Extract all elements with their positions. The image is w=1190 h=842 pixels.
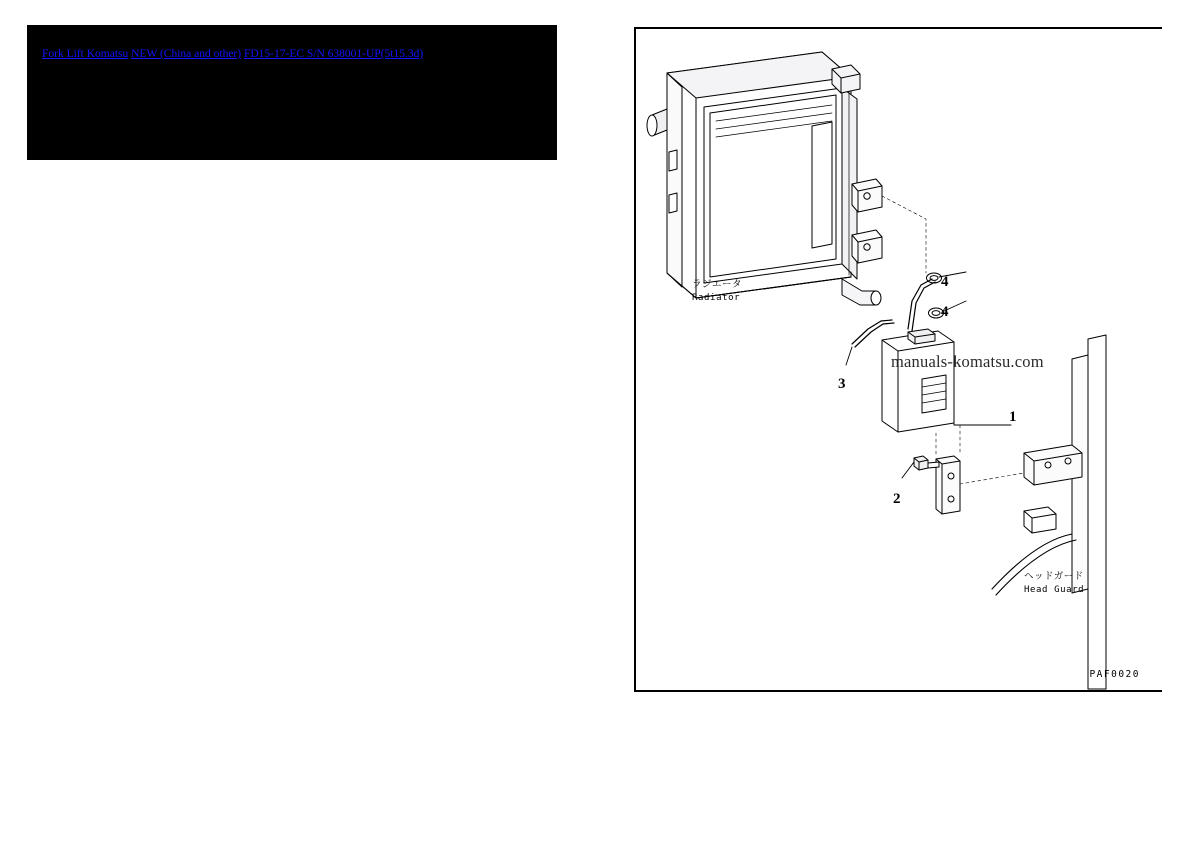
callout-1: 1 (1009, 409, 1017, 425)
parts-illustration-panel (634, 27, 1162, 692)
callout-3: 3 (838, 376, 846, 392)
callout-2: 2 (893, 491, 901, 507)
radiator-label-jp: ラジエータ (692, 279, 743, 290)
breadcrumb-panel (27, 25, 557, 160)
callout-4-upper: 4 (941, 274, 949, 290)
figure-code: PAF0020 (1089, 669, 1140, 680)
radiator-label-en: Radiator (692, 293, 741, 303)
breadcrumb-item-2[interactable]: FD15-17-EC S/N 638001-UP(5t15.3d) (243, 48, 424, 60)
watermark: manuals-komatsu.com (891, 352, 1044, 371)
breadcrumb (42, 47, 423, 61)
breadcrumb-item-1[interactable]: NEW (China and other) (131, 48, 242, 60)
callout-4-lower: 4 (941, 304, 949, 320)
head-guard-label-en: Head Guard (1024, 585, 1085, 595)
breadcrumb-item-0[interactable]: Fork Lift Komatsu (42, 48, 129, 60)
head-guard-label-jp: ヘッドガード (1024, 571, 1084, 582)
